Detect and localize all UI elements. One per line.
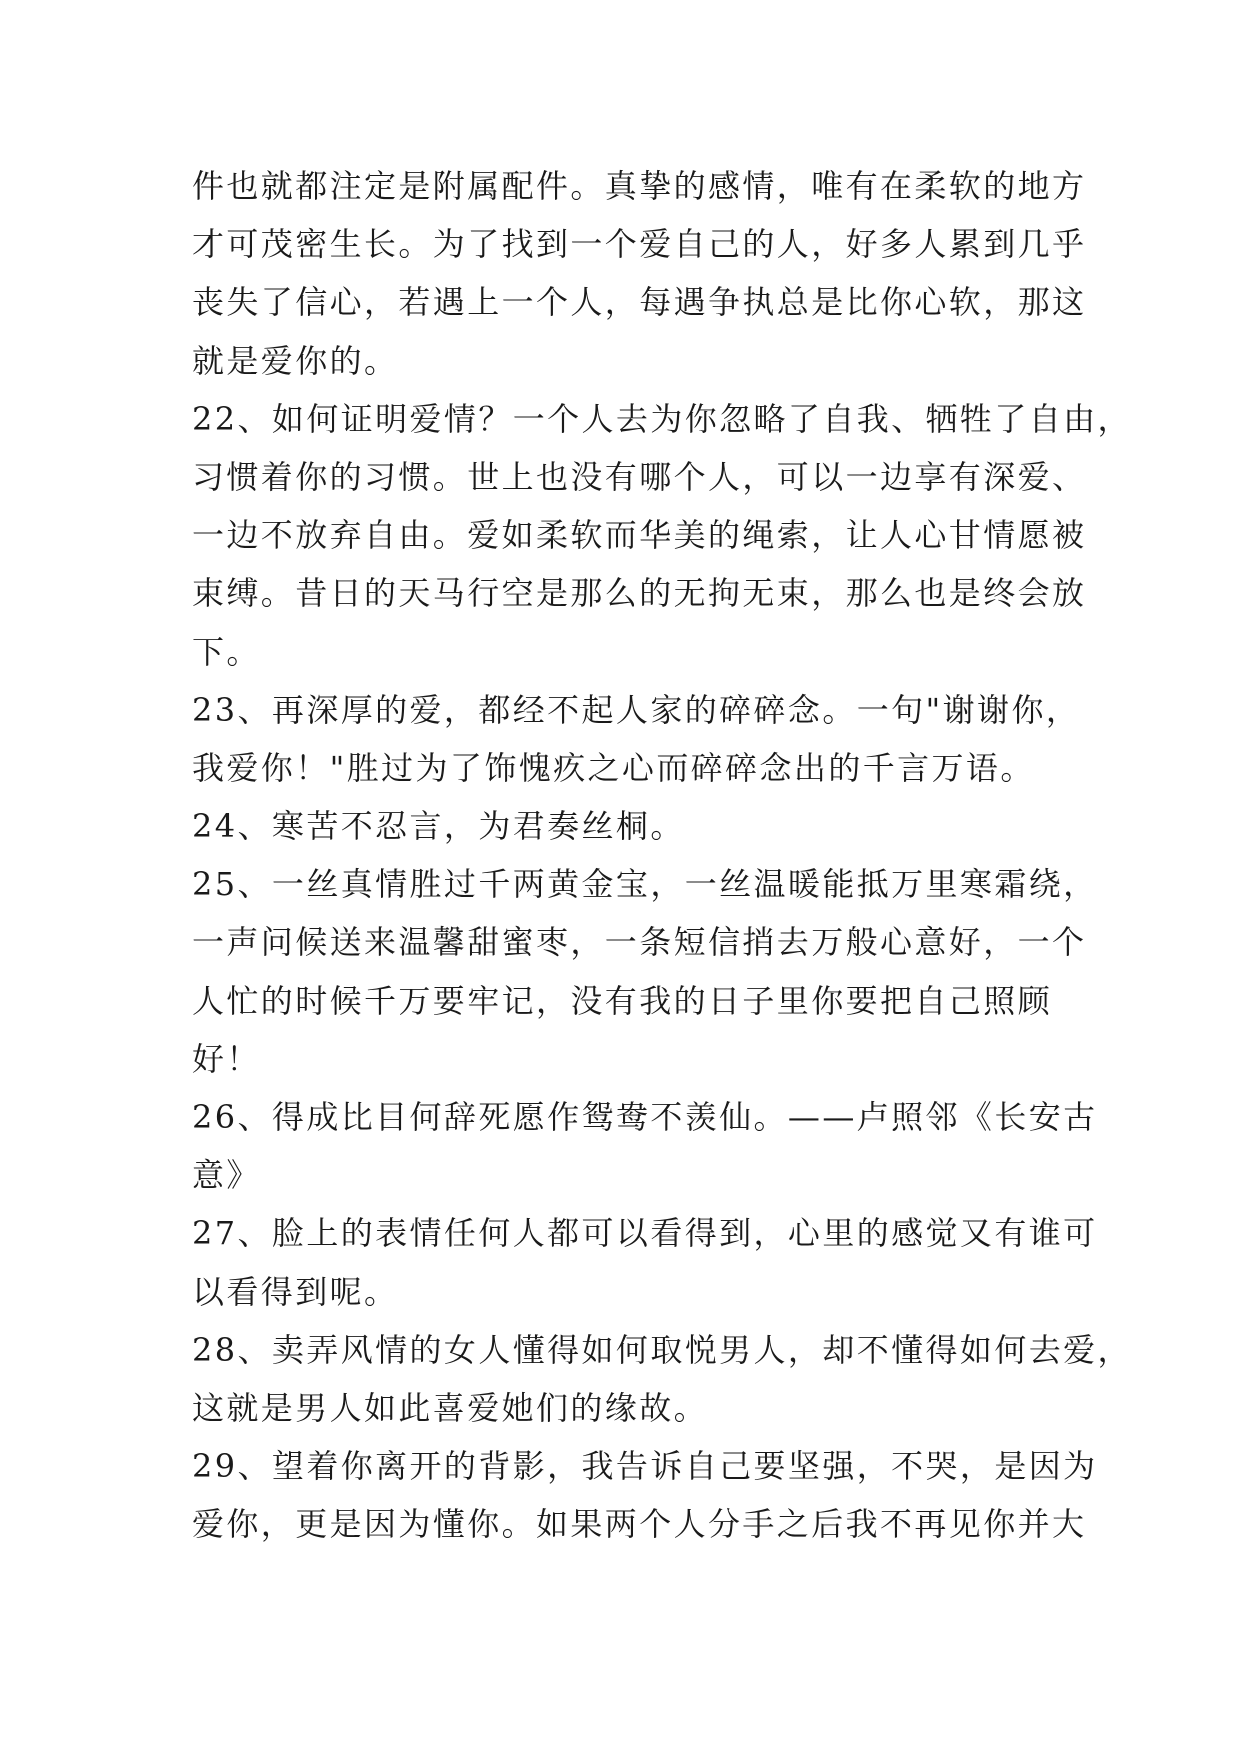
text-line: 27、脸上的表情任何人都可以看得到，心里的感觉又有谁可 [192, 1214, 1098, 1253]
text-line: 件也就都注定是附属配件。真挚的感情，唯有在柔软的地方 [192, 167, 1087, 205]
text-line: 25、一丝真情胜过千两黄金宝，一丝温暖能抵万里寒霜绕， [192, 865, 1098, 904]
text-line: 就是爱你的。 [192, 341, 399, 380]
text-line: 习惯着你的习惯。世上也没有哪个人，可以一边享有深爱、 [192, 457, 1087, 496]
text-line: 23、再深厚的爱，都经不起人家的碎碎念。一句"谢谢你， [192, 690, 1081, 729]
text-line: 一声问候送来温馨甜蜜枣，一条短信捎去万般心意好，一个 [192, 923, 1087, 962]
text-line: 才可茂密生长。为了找到一个爱自己的人，好多人累到几乎 [192, 225, 1087, 264]
text-line: 这就是男人如此喜爱她们的缘故。 [192, 1388, 709, 1427]
text-line: 丧失了信心，若遇上一个人，每遇争执总是比你心软，那这 [192, 283, 1087, 322]
text-line: 人忙的时候千万要牢记，没有我的日子里你要把自己照顾 [192, 981, 1053, 1020]
text-line: 下。 [192, 632, 261, 671]
document-body [192, 157, 1132, 1554]
text-line: 29、望着你离开的背影，我告诉自己要坚强，不哭，是因为 [192, 1447, 1098, 1486]
text-line: 好！ [192, 1039, 261, 1078]
text-line: 我爱你！"胜过为了饰愧疚之心而碎碎念出的千言万语。 [192, 748, 1035, 787]
text-line: 24、寒苦不忍言，为君奏丝桐。 [192, 807, 685, 846]
text-line: 一边不放弃自由。爱如柔软而华美的绳索，让人心甘情愿被 [192, 516, 1087, 555]
text-line: 束缚。昔日的天马行空是那么的无拘无束，那么也是终会放 [192, 574, 1087, 613]
text-line: 意》 [192, 1156, 261, 1195]
text-line: 以看得到呢。 [192, 1272, 399, 1311]
text-line: 爱你，更是因为懂你。如果两个人分手之后我不再见你并大 [192, 1505, 1087, 1544]
text-line: 22、如何证明爱情？一个人去为你忽略了自我、牺牲了自由， [192, 399, 1132, 438]
text-line: 28、卖弄风情的女人懂得如何取悦男人，却不懂得如何去爱， [192, 1330, 1132, 1369]
text-line: 26、得成比目何辞死愿作鸳鸯不羡仙。——卢照邻《长安古 [192, 1098, 1098, 1136]
